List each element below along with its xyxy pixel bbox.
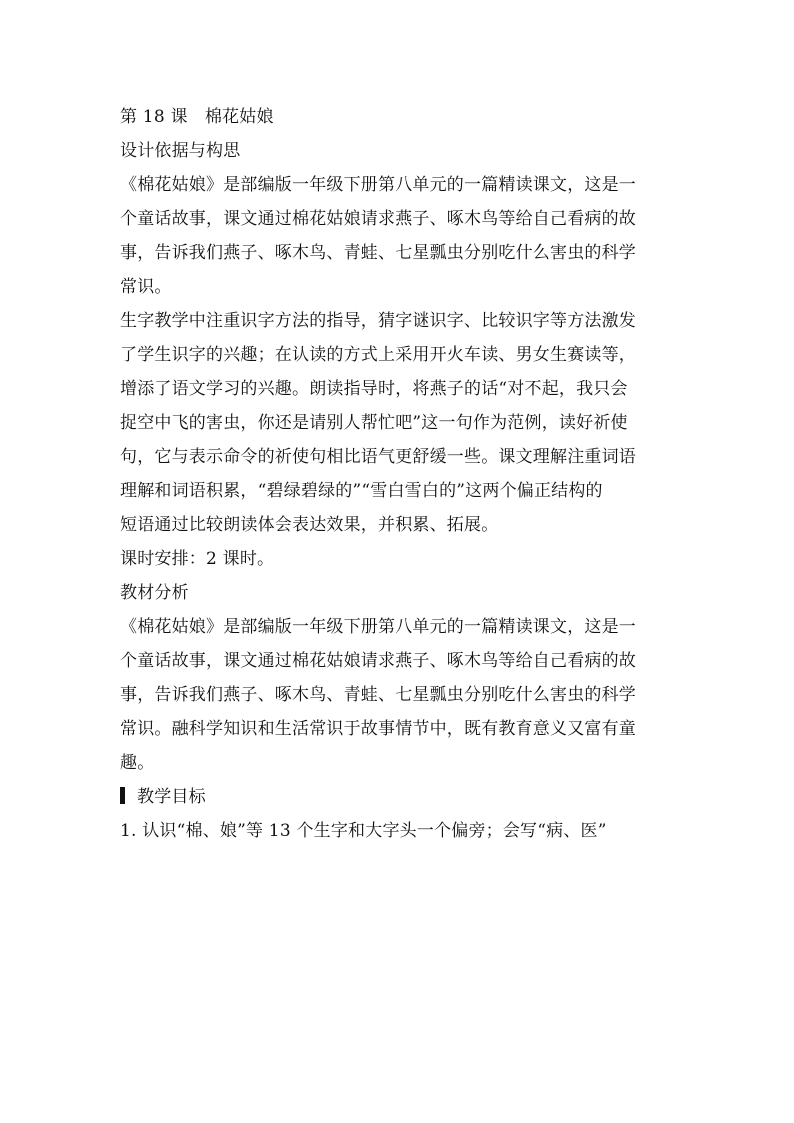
text-line: 个童话故事，课文通过棉花姑娘请求燕子、啄木鸟等给自己看病的故	[120, 209, 636, 229]
text-line: 生字教学中注重识字方法的指导，猜字谜识字、比较识字等方法激发	[120, 311, 636, 331]
text-line: 了学生识字的兴趣；在认读的方式上采用开火车读、男女生赛读等，	[120, 345, 636, 365]
text-line: 个童话故事，课文通过棉花姑娘请求燕子、啄木鸟等给自己看病的故	[120, 651, 636, 671]
goal-item-1: 1. 认识“棉、娘”等 13 个生字和大字头一个偏旁；会写“病、医”	[120, 821, 607, 841]
text-line: 《棉花姑娘》是部编版一年级下册第八单元的一篇精读课文，这是一	[120, 617, 636, 637]
text-line: 句，它与表示命令的祈使句相比语气更舒缓一些。课文理解注重词语	[120, 447, 636, 467]
lesson-title: 第 18 课 棉花姑娘	[120, 107, 274, 127]
section-heading-analysis: 教材分析	[120, 583, 189, 603]
heading-bar-marker	[120, 787, 125, 804]
schedule-line: 课时安排：2 课时。	[120, 549, 275, 569]
text-line: 理解和词语积累，“碧绿碧绿的”“雪白雪白的”这两个偏正结构的	[120, 481, 603, 501]
section-heading-goals-text: 教学目标	[137, 787, 206, 807]
text-line: 短语通过比较朗读体会表达效果，并积累、拓展。	[120, 515, 499, 535]
text-line: 增添了语文学习的兴趣。朗读指导时，将燕子的话“对不起，我只会	[120, 379, 628, 399]
text-line: 趣。	[120, 753, 155, 773]
text-line: 常识。融科学知识和生活常识于故事情节中，既有教育意义又富有童	[120, 719, 636, 739]
document-body	[120, 100, 680, 848]
section-heading-design: 设计依据与构思	[120, 141, 241, 161]
text-line: 《棉花姑娘》是部编版一年级下册第八单元的一篇精读课文，这是一	[120, 175, 636, 195]
section-heading-goals	[120, 780, 680, 814]
text-line: 常识。	[120, 277, 172, 297]
design-paragraph-1	[120, 168, 680, 304]
design-paragraph-2	[120, 304, 680, 542]
text-line: 事，告诉我们燕子、啄木鸟、青蛙、七星瓢虫分别吃什么害虫的科学	[120, 243, 636, 263]
text-line: 事，告诉我们燕子、啄木鸟、青蛙、七星瓢虫分别吃什么害虫的科学	[120, 685, 636, 705]
text-line: 捉空中飞的害虫，你还是请别人帮忙吧”这一句作为范例，读好祈使	[120, 413, 628, 433]
analysis-paragraph	[120, 610, 680, 780]
